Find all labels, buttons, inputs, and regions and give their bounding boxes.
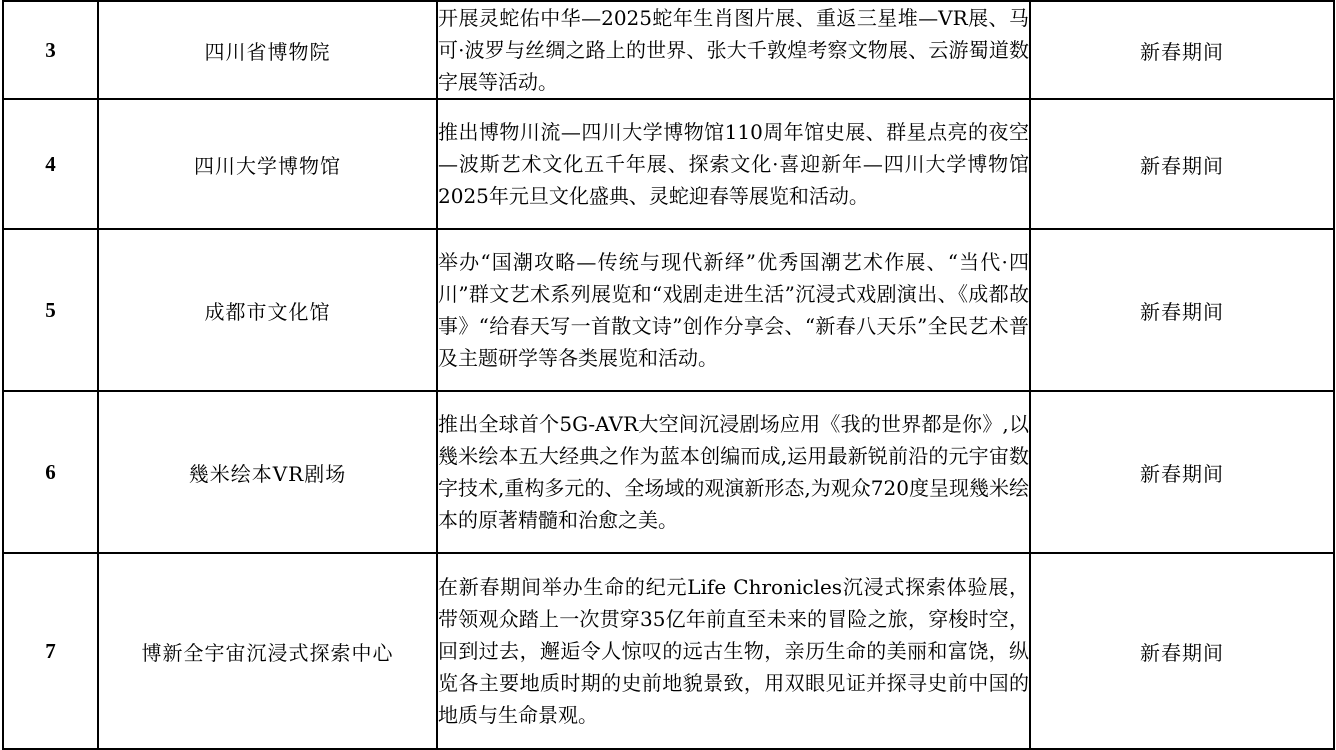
table-row (3, 391, 1334, 553)
table-row (3, 1, 1334, 99)
event-description: 推出全球首个5G-AVR大空间沉浸剧场应用《我的世界都是你》,以幾米绘本五大经典之作为蓝本创编而成,运用最新锐前沿的元宇宙数字技术,重构多元的、全场域的观演新形态,为观众720度呈现幾米绘本的原著精髓和治愈之美。 (437, 391, 1030, 553)
venue-name: 四川省博物院 (98, 1, 437, 99)
table-row (3, 229, 1334, 391)
event-description: 在新春期间举办生命的纪元Life Chronicles沉浸式探索体验展，带领观众踏上一次贯穿35亿年前直至未来的冒险之旅，穿梭时空，回到过去，邂逅令人惊叹的远古生物，亲历生命的美丽和富饶，纵览各主要地质时期的史前地貌景致，用双眼见证并探寻史前中国的地质与生命景观。 (437, 553, 1030, 749)
event-description: 开展灵蛇佑中华—2025蛇年生肖图片展、重返三星堆—VR展、马可·波罗与丝绸之路上的世界、张大千敦煌考察文物展、云游蜀道数字展等活动。 (437, 1, 1030, 99)
row-number: 5 (3, 229, 98, 391)
event-time: 新春期间 (1030, 1, 1334, 99)
event-time: 新春期间 (1030, 553, 1334, 749)
event-time: 新春期间 (1030, 229, 1334, 391)
row-number: 4 (3, 99, 98, 229)
event-description: 推出博物川流—四川大学博物馆110周年馆史展、群星点亮的夜空—波斯艺术文化五千年展、探索文化·喜迎新年—四川大学博物馆2025年元旦文化盛典、灵蛇迎春等展览和活动。 (437, 99, 1030, 229)
event-time: 新春期间 (1030, 391, 1334, 553)
table-row (3, 553, 1334, 749)
events-table (2, 0, 1335, 750)
row-number: 6 (3, 391, 98, 553)
event-time: 新春期间 (1030, 99, 1334, 229)
venue-name: 博新全宇宙沉浸式探索中心 (98, 553, 437, 749)
venue-name: 四川大学博物馆 (98, 99, 437, 229)
event-description: 举办“国潮攻略—传统与现代新绎”优秀国潮艺术作展、“当代·四川”群文艺术系列展览和“戏剧走进生活”沉浸式戏剧演出、《成都故事》“给春天写一首散文诗”创作分享会、“新春八天乐”全民艺术普及主题研学等各类展览和活动。 (437, 229, 1030, 391)
row-number: 7 (3, 553, 98, 749)
row-number: 3 (3, 1, 98, 99)
table-row (3, 99, 1334, 229)
venue-name: 成都市文化馆 (98, 229, 437, 391)
venue-name: 幾米绘本VR剧场 (98, 391, 437, 553)
